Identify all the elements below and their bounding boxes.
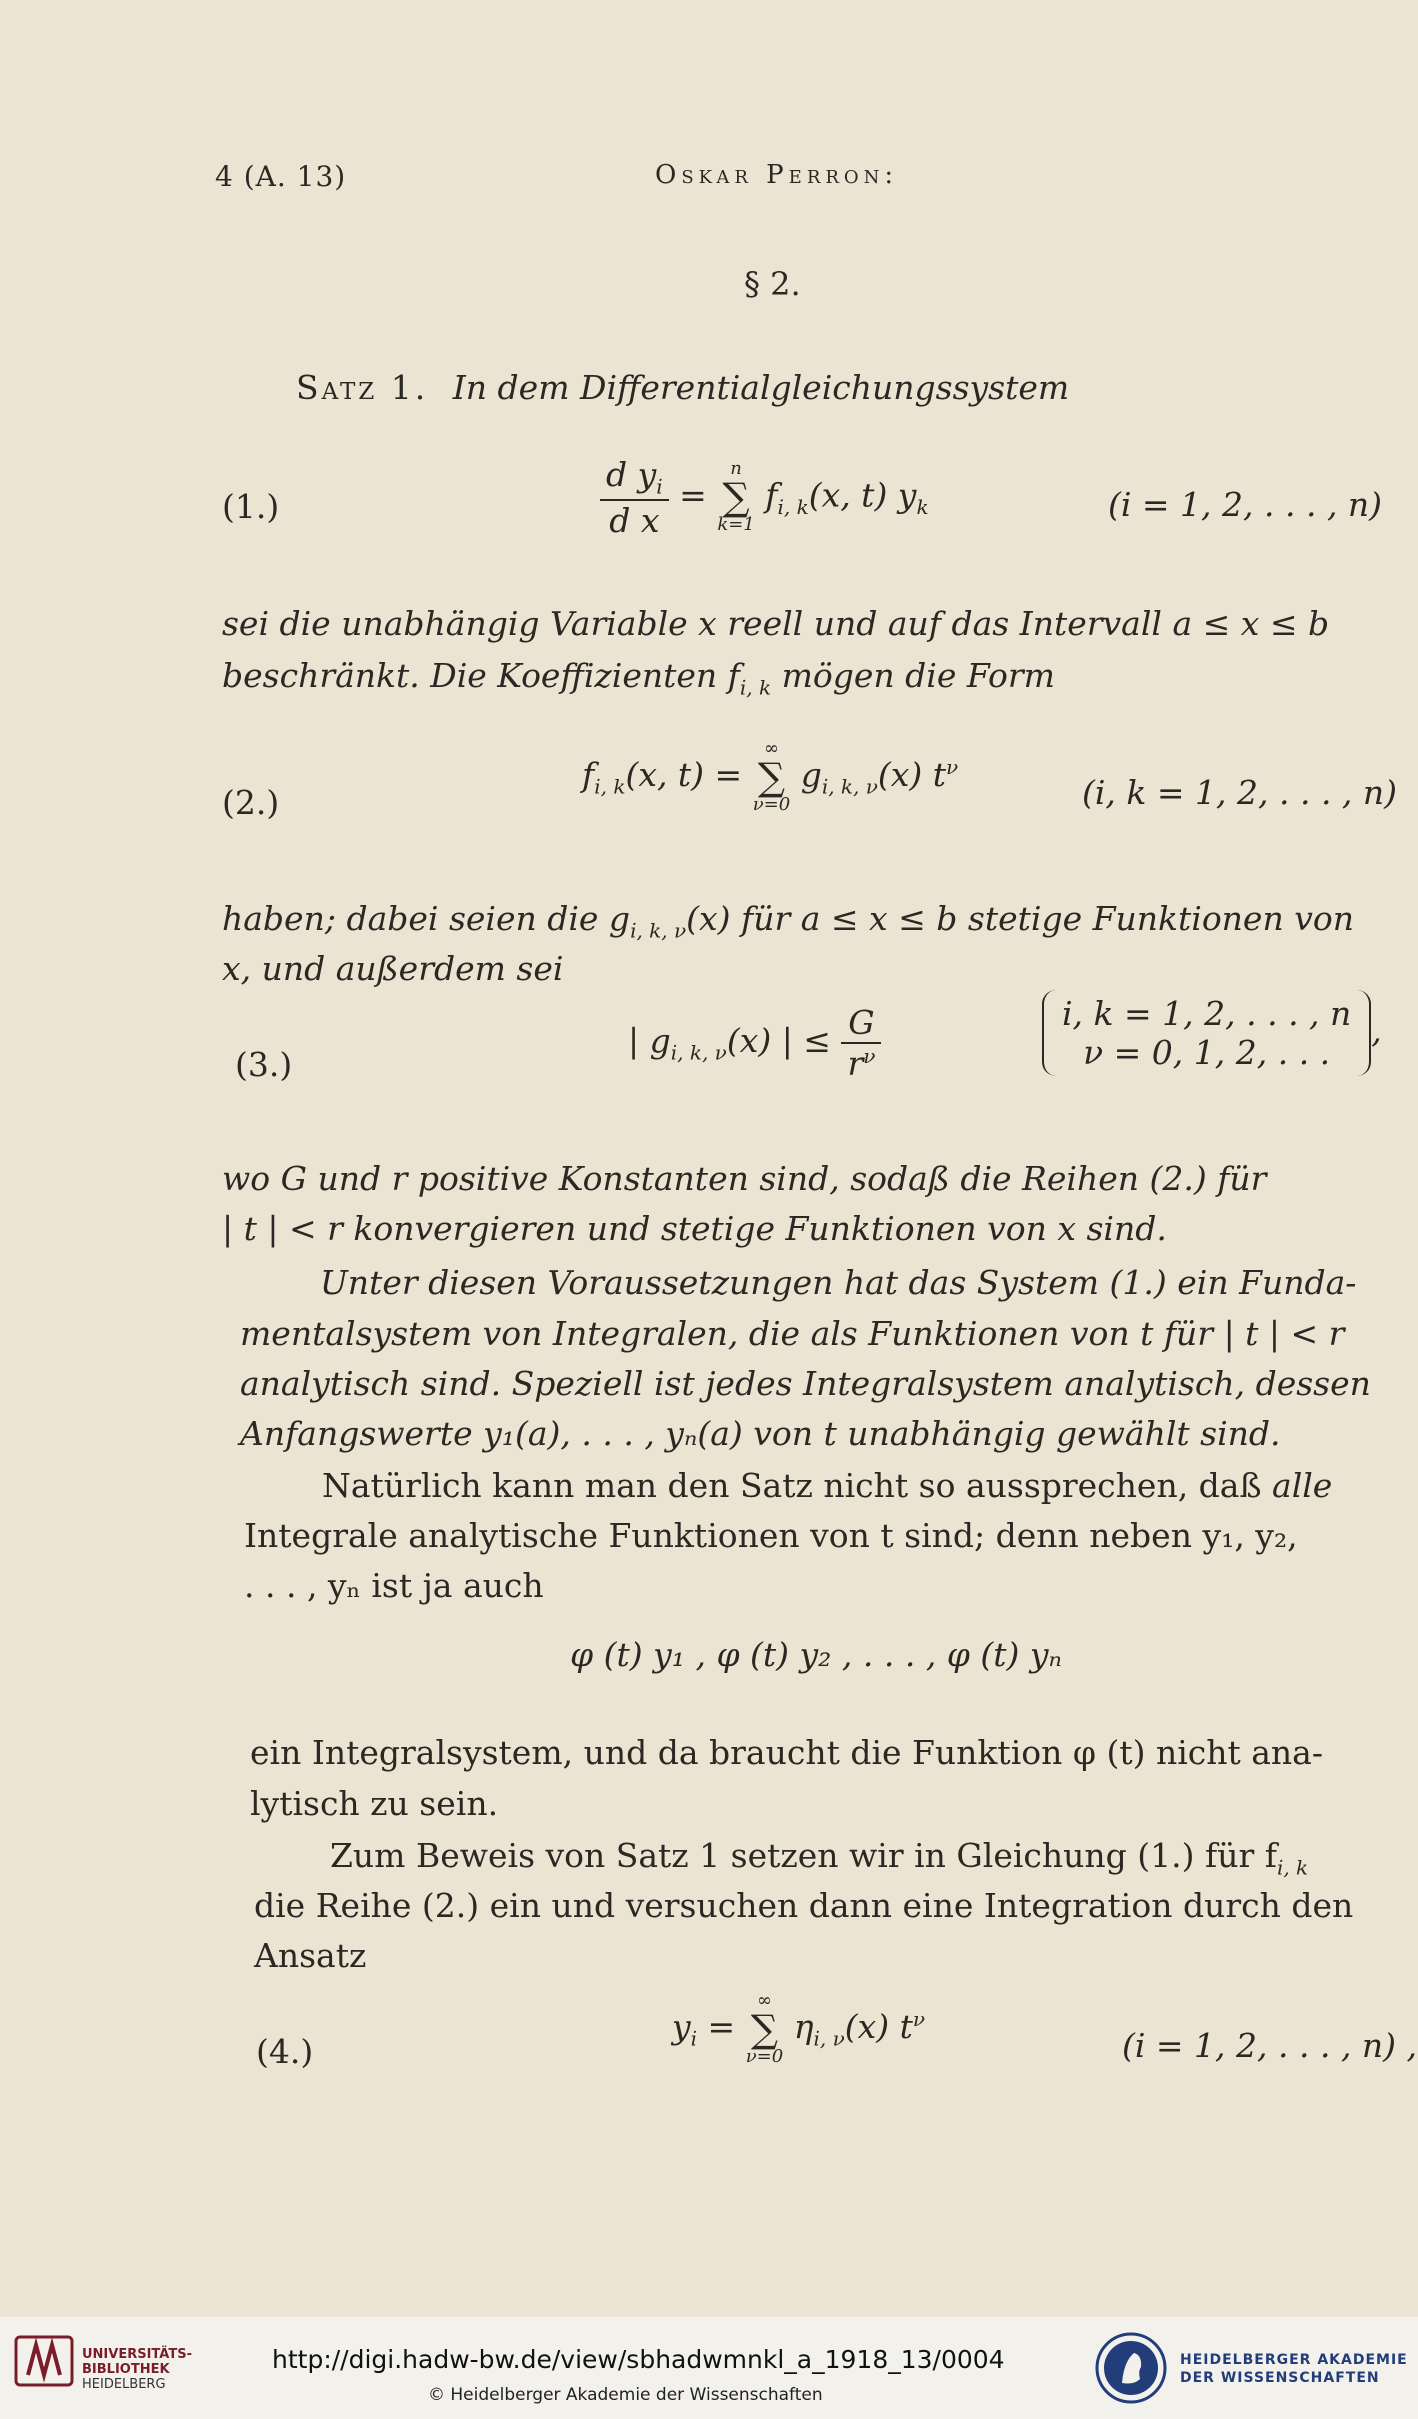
- equation-number-3: (3.): [235, 1045, 293, 1084]
- paragraph-4-line-1: Unter diesen Voraussetzungen hat das System (1.) ein Funda-: [320, 1263, 1357, 1302]
- paragraph-6-line-1: ein Integralsystem, und da braucht die Funktion φ (t) nicht ana-: [250, 1733, 1323, 1772]
- summation-symbol: n ∑ k=1: [717, 458, 755, 536]
- theorem-intro: In dem Differentialgleichungssystem: [452, 368, 1070, 407]
- paragraph-4-line-2: mentalsystem von Integralen, die als Funktionen von t für | t | < r: [240, 1314, 1345, 1353]
- equation-4: $y_i$ = ∞ ∑ ν=0 $\eta_{i, \nu}(x)$ $t^\nu$: [672, 1990, 926, 2067]
- equation-number-1: (1.): [222, 487, 280, 526]
- theorem-heading: [296, 362, 1069, 414]
- paragraph-5-line-2: Integrale analytische Funktionen von t sind; denn neben y₁, y₂,: [244, 1516, 1298, 1555]
- equation-2-range: (i, k = 1, 2, . . . , n): [1082, 773, 1398, 812]
- paragraph-4-line-4: Anfangswerte y₁(a), . . . , yₙ(a) von t unabhängig gewählt sind.: [240, 1414, 1281, 1453]
- page-reference: 4 (A. 13): [215, 160, 347, 193]
- paragraph-5-line-1: Natürlich kann man den Satz nicht so aussprechen, daß alle: [322, 1466, 1333, 1505]
- paragraph-7-line-1: Zum Beweis von Satz 1 setzen wir in Gleichung (1.) für $f_{i, k}$: [330, 1836, 1309, 1880]
- equation-number-2: (2.): [222, 783, 280, 822]
- university-library-name: UNIVERSITÄTS- BIBLIOTHEK HEIDELBERG: [82, 2347, 192, 2392]
- equation-number-4: (4.): [256, 2032, 314, 2071]
- paragraph-3-line-2: | t | < r konvergieren und stetige Funktionen von x sind.: [222, 1209, 1167, 1248]
- theorem-label: Satz 1.: [296, 368, 429, 407]
- paragraph-3-line-1: wo G und r positive Konstanten sind, sodaß die Reihen (2.) für: [222, 1159, 1267, 1198]
- paragraph-5-line-3: . . . , yₙ ist ja auch: [244, 1566, 544, 1605]
- paragraph-1-line-2: beschränkt. Die Koeffizienten $f_{i, k}$ mögen die Form: [222, 656, 1055, 700]
- permalink-url[interactable]: http://digi.hadw-bw.de/view/sbhadwmnkl_a_1918_13/0004: [272, 2345, 1005, 2374]
- derivative-fraction: $\frac{d y_i}{\text{d x}}$: [600, 455, 669, 540]
- equation-1-range: (i = 1, 2, . . . , n): [1108, 485, 1383, 524]
- equation-3-range: i, k = 1, 2, . . . , n ν = 0, 1, 2, . . . ,: [1042, 990, 1382, 1076]
- paragraph-4-line-3: analytisch sind. Speziell ist jedes Integralsystem analytisch, dessen: [240, 1364, 1371, 1403]
- bound-fraction: $\frac{G}{r^\nu}$: [841, 1003, 881, 1083]
- paragraph-2-line-2: x, und außerdem sei: [222, 949, 564, 988]
- phi-equation: φ (t) y₁ , φ (t) y₂ , . . . , φ (t) yₙ: [570, 1635, 1062, 1674]
- equation-1: $\frac{d y_i}{\text{d x}}$ = n ∑ k=1 $f_{i, k}(x$, t) $y_k$: [600, 455, 929, 540]
- equation-4-range: (i = 1, 2, . . . , n) ,: [1122, 2026, 1418, 2065]
- paragraph-1-line-1: sei die unabhängig Variable x reell und auf das Intervall a ≤ x ≤ b: [222, 604, 1330, 643]
- section-mark: § 2.: [744, 265, 801, 303]
- academy-name: HEIDELBERGER AKADEMIE DER WISSENSCHAFTEN: [1180, 2352, 1408, 2386]
- running-title: Oskar Perron:: [655, 160, 899, 190]
- university-library-logo-icon: [14, 2331, 74, 2391]
- paragraph-7-line-2: die Reihe (2.) ein und versuchen dann eine Integration durch den: [254, 1886, 1354, 1925]
- summation-symbol: ∞ ∑ ν=0: [745, 1990, 784, 2067]
- academy-seal-icon: [1094, 2331, 1168, 2405]
- paragraph-2-line-1: haben; dabei seien die $g_{i, k, \nu}(x)$ für a ≤ x ≤ b stetige Funktionen von: [222, 899, 1354, 943]
- summation-symbol: ∞ ∑ ν=0: [752, 738, 791, 815]
- copyright-notice: © Heidelberger Akademie der Wissenschaften: [428, 2385, 823, 2405]
- equation-3: | $g_{i, k, \nu}(x)$ | ≤ $\frac{G}{r^\nu}$: [628, 1003, 881, 1083]
- paragraph-7-line-3: Ansatz: [254, 1936, 367, 1975]
- paragraph-6-line-2: lytisch zu sein.: [250, 1784, 499, 1823]
- viewer-footer: [0, 2317, 1418, 2419]
- range-parenthesis: i, k = 1, 2, . . . , n ν = 0, 1, 2, . . .: [1042, 990, 1371, 1076]
- equation-2: $f_{i, k}(x$, t) = ∞ ∑ ν=0 $g_{i, k, \nu}(x)$ $t^\nu$: [582, 738, 959, 815]
